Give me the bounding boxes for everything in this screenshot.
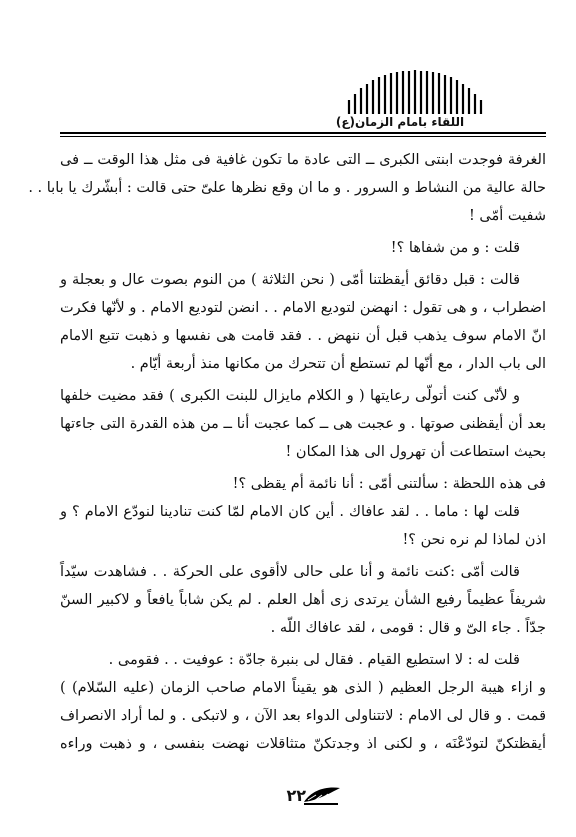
text-line: قالت أمّى :كنت نائمة و أنا على حالى لاأقوى على الحركة . . فشاهدت سيّداً xyxy=(60,564,520,580)
text-line: اضطراب ، و هى تقول : انهضن لتوديع الامام . . انضن لتوديع الامام . و لأنّها فكرت xyxy=(60,300,546,316)
text-line: شريفاً عظيماً رفيع الشأن يرتدى زى أهل العلم . لم يكن شاباً يافعاً و لاكبير السنّ xyxy=(60,592,546,608)
text-line: شفيت أمّى ! xyxy=(468,208,546,224)
running-title: اللقاء بامام الزمان(ع) xyxy=(325,114,475,130)
text-line: قالت : قبل دقائق أيقظتنا أمّى ( نحن الثلاثة ) من النوم بصوت عال و بعجلة و xyxy=(60,272,520,288)
header-rule xyxy=(60,132,546,134)
page-footer xyxy=(240,784,350,808)
text-line: جدّاً . جاء الىّ و قال : قومى ، لقد عافاك اللّه . xyxy=(270,620,546,636)
header-ornament xyxy=(345,70,485,114)
text-line: حالة عالية من النشاط و السرور . و ما ان وقع نظرها علىّ حتى قالت : أبشّرك يا بابا . . xyxy=(28,180,546,196)
text-line: أيقظتكنّ لتودّعْنَه ، و لكنى اذ وجدتكنّ متثاقلات نهضت بنفسى ، و ذهبت وراءه xyxy=(60,736,547,752)
text-line: بعد أن أيقظنى صوتها . و عجبت هى ــ كما عجبت أنا ــ من هذه القدرة التى جاءتها xyxy=(60,416,546,432)
text-line: بحيث استطاعت أن تهرول الى هذا المكان ! xyxy=(285,444,546,460)
text-line: قلت لها : ماما . . لقد عافاك . أين كان الامام لمّا كنت تنادينا لنودّع الامام ؟ و xyxy=(60,504,520,520)
text-line: اذن لماذا لم نره نحن ؟! xyxy=(402,532,546,548)
text-line: قلت : و من شفاها ؟! xyxy=(390,240,520,256)
text-line: قلت له : لا استطيع القيام . فقال لى بنبرة جادّة : عوفيت . . فقومى . xyxy=(108,652,520,668)
page-number: ٢٢ xyxy=(286,786,306,805)
text-line: فى هذه اللحظة : سألتنى أمّى : أنا نائمة أم يقظى ؟! xyxy=(232,476,546,492)
quill-icon xyxy=(302,786,342,806)
text-line: انّ الامام سوف يذهب قبل أن ننهض . . فقد قامت هى نفسها و ذهبت تتبع الامام xyxy=(60,328,546,344)
text-line: و ازاء هيبة الرجل العظيم ( الذى هو يقيناً الامام صاحب الزمان (عليه السّلام) ) xyxy=(60,680,546,696)
text-line: و لأنّى كنت أتولّى رعايتها ( و الكلام مايزال للبنت الكبرى ) فقد مضيت خلفها xyxy=(60,388,520,404)
text-line: قمت . و قال لى الامام : لاتتناولى الدواء بعد الآن ، و لاتبكى . و لما أراد الانصراف xyxy=(60,708,546,724)
running-header xyxy=(60,70,546,140)
page-body xyxy=(28,146,547,758)
text-line: الغرفة فوجدت ابنتى الكبرى ــ التى عادة ما تكون غافية فى مثل هذا الوقت ــ فى xyxy=(60,152,546,168)
text-line: الى باب الدار ، مع أنّها لم تستطع أن تتحرك من مكانها منذ أربعة أيّام . xyxy=(130,356,546,372)
header-rule-thin xyxy=(60,136,546,137)
